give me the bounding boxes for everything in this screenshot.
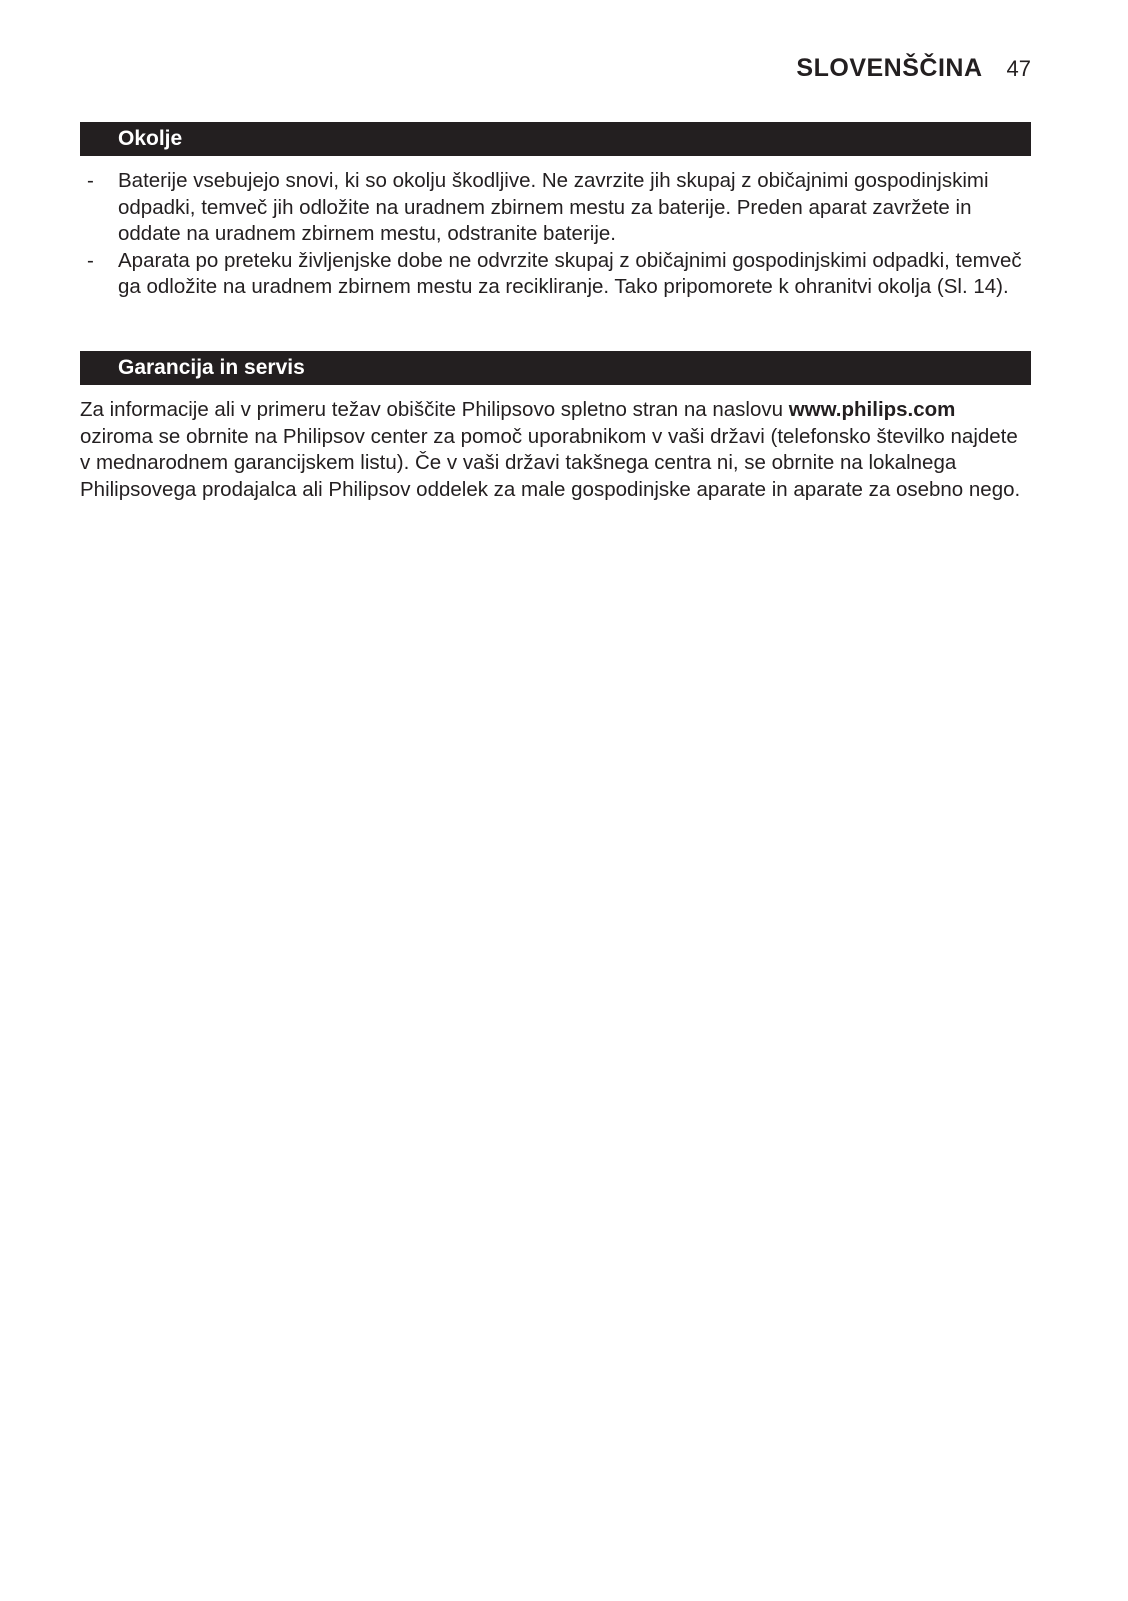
- section-heading-garancija: Garancija in servis: [80, 351, 1031, 385]
- bullet-text: Aparata po preteku življenjske dobe ne odvrzite skupaj z običajnimi gospodinjskimi odpadki, temveč ga odložite na uradnem zbirnem mestu za recikliranje. Tako pripomorete k ohranitvi okolja (Sl. 14).: [118, 248, 1022, 298]
- bullet-marker: -: [87, 169, 94, 192]
- list-item: [80, 248, 1025, 301]
- section-heading-okolje: Okolje: [80, 122, 1031, 156]
- page-header: [796, 54, 1031, 83]
- paragraph-text-start: Za informacije ali v primeru težav obiščite Philipsovo spletno stran na naslovu: [80, 398, 789, 421]
- warranty-paragraph: [80, 397, 1025, 503]
- list-item: [80, 168, 1025, 248]
- language-label: SLOVENŠČINA: [796, 54, 983, 82]
- environment-bullet-list: [80, 168, 1025, 301]
- website-link[interactable]: www.philips.com: [788, 398, 956, 421]
- bullet-text: Baterije vsebujejo snovi, ki so okolju škodljive. Ne zavrzite jih skupaj z običajnimi gospodinjskimi odpadki, temveč jih odložite na uradnem zbirnem mestu za baterije. Preden aparat zavržete in oddate na uradnem zbirnem mestu, odstranite baterije.: [118, 169, 989, 245]
- bullet-marker: -: [87, 248, 94, 272]
- page-number: 47: [1006, 56, 1031, 81]
- paragraph-text-end: oziroma se obrnite na Philipsov center za pomoč uporabnikom v vaši državi (telefonsko številko najdete v mednarodnem garancijskem listu). Če v vaši državi takšnega centra ni, se obrnite na lokalnega Philipsovega prodajalca ali Philipsov oddelek za male gospodinjske aparate in aparate za osebno nego.: [80, 424, 1021, 501]
